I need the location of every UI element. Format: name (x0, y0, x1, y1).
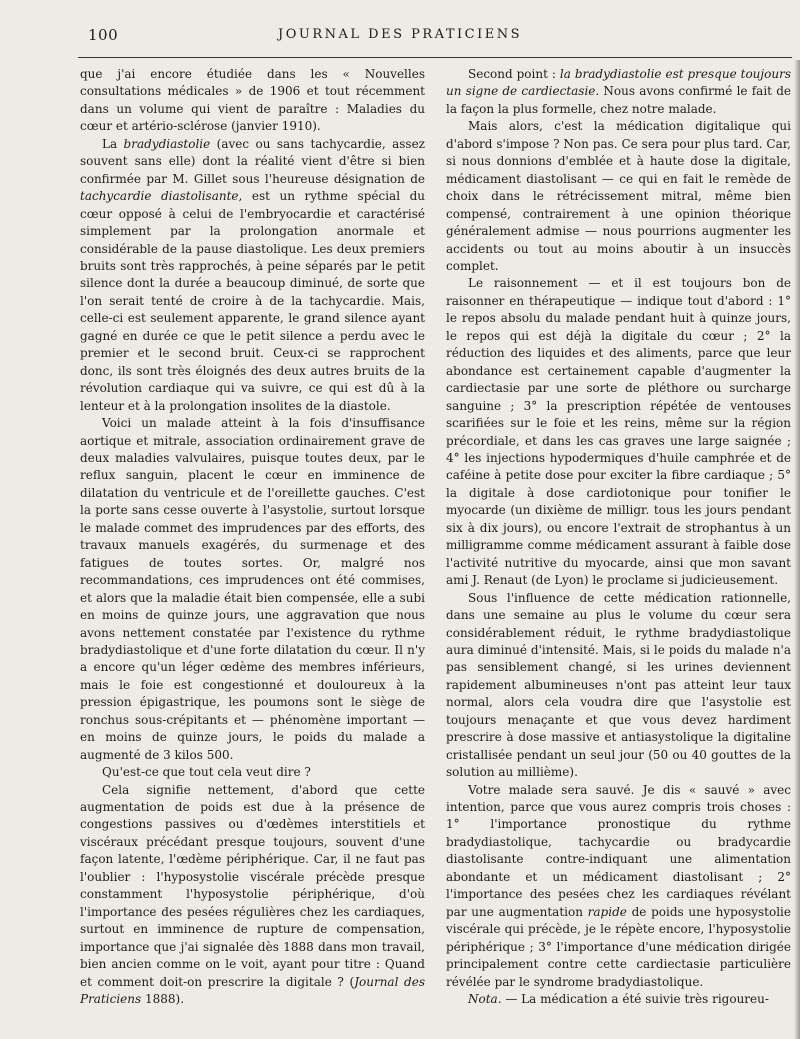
page-number: 100 (88, 26, 119, 44)
paragraph-text: Nous avons confirmé le fait de la façon la plus formelle, chez notre malade. (446, 84, 791, 116)
paragraph-text: Sous l'influence de cette médication rationnelle, dans une semaine au plus le volume du cœur sera considérablement réduit, le rythme bradydiastolique aura diminué d'intensité. Mais, si le poids du malade n'a pas sensiblement changé, si les urines deviennent rapidement albumineuses n'ont pas atteint leur taux normal, alors cela voudra dire que l'asystolie est toujours menaçante et que vous devez hardiment prescrire à dose massive et antiasystolique la digitaline cristallisée pendant un seul jour (50 ou 40 gouttes de la solution au millième). (446, 590, 791, 780)
paragraph (446, 275, 791, 589)
paragraph (80, 782, 425, 1009)
paragraph (80, 764, 425, 781)
paragraph-text: Qu'est-ce que tout cela veut dire ? (102, 765, 311, 780)
paragraph (446, 118, 791, 275)
paragraph (446, 991, 791, 1008)
paragraph-text: que j'ai encore étudiée dans les « Nouvelles consultations médicales » de 1906 et tout récemment dans un volume qui vient de paraître : Maladies du cœur et artério-sclérose (janvier 1910). (80, 67, 425, 134)
paragraph-text: — La médication a été suivie très rigoureu- (501, 992, 769, 1007)
right-column (446, 66, 791, 1008)
page-edge-shadow (794, 60, 800, 1039)
paragraph-text: Voici un malade atteint à la fois d'insuffisance aortique et mitrale, association ordinairement grave de deux maladies valvulaires, puisque toutes deux, par le reflux sanguin, placent le cœur en imminence de dilatation du ventricule et de l'oreillette gauches. C'est la porte sans cesse ouverte à l'asystolie, surtout lorsque le malade commet des imprudences par des efforts, des travaux manuels exagérés, du surmenage et des fatigues de toutes sortes. Or, malgré nos recommandations, ces imprudences ont été commises, et alors que la maladie était bien compensée, elle a subi en moins de quinze jours, une aggravation que nous avons nettement constatée par l'existence du rythme bradydiastolique et d'une forte dilatation du cœur. Il n'y a encore qu'un léger œdème des membres inférieurs, mais le foie est congestionné et douloureux à la pression épigastrique, les poumons sont le siège de ronchus sous-crépitants et — phénomène important — en moins de quinze jours, le poids du malade a augmenté de 3 kilos 500. (80, 416, 425, 762)
paragraph-text: Second point : (468, 67, 560, 81)
paragraph (446, 782, 791, 991)
header-rule (78, 57, 792, 58)
paragraph-text: Cela signifie nettement, d'abord que cette augmentation de poids est due à la présence de congestions passives ou d'œdèmes interstitiels et viscéraux précédant presque toujours, souvent d'une façon latente, l'œdème périphérique. Car, il ne faut pas l'oublier : l'hyposystolie viscérale précède presque constamment l'hyposystolie périphérique, d'où l'importance des pesées régulières chez les cardiaques, surtout en imminence de rupture de compensation, importance que j'ai signalée dès 1888 dans mon travail, bien ancien comme on le voit, ayant pour titre : Quand et comment doit-on prescrire la digitale ? ( (80, 782, 425, 989)
paragraph (446, 590, 791, 782)
paragraph-text: de poids une hyposystolie viscérale qui précède, je le répète encore, l'hyposystolie périphérique ; 3° l'importance d'une médication dirigée principalement contre cette cardiectasie particulière révélée par le syndrome bradydiastolique. (446, 904, 791, 989)
paragraph-text: Le raisonnement — et il est toujours bon de raisonner en thérapeutique — indique tout d'abord : 1° le repos absolu du malade pendant huit à quinze jours, le repos qui est déjà la digitale du cœur ; 2° la réduction des liquides et des aliments, parce que leur abondance est certainement capable d'augmenter la cardiectasie par une sorte de pléthore ou surcharge sanguine ; 3° la prescription répétée de ventouses scarifiées sur le foie et les reins, même sur la région précordiale, et dans les cas graves une large saignée ; 4° les injections hypodermiques d'huile camphrée et de caféine à petite dose pour exciter la fibre cardiaque ; 5° la digitale à dose cardiotonique pour tonifier le myocarde (un dixième de milligr. tous les jours pendant six à dix jours), ou encore l'extrait de strophantus à un milligramme comme médicament assurant à faible dose l'activité nutritive du myocarde, ainsi que mon savant ami J. Renaut (de Lyon) le proclame si judicieusement. (446, 276, 791, 588)
paragraph (80, 136, 425, 415)
term-bradydiastolie: bradydiastolie (123, 136, 211, 151)
page-header (0, 26, 800, 52)
paragraph (446, 66, 791, 118)
paragraph (80, 66, 425, 136)
paragraph-text: , est un rythme spécial du cœur opposé à celui de l'embryocardie et caractérisé simplement par la prolongation anormale et considérable de la pause diastolique. Les deux premiers bruits sont très rapprochés, à peine séparés par le petit silence dont la durée a beaucoup diminué, de sorte que l'on serait tenté de croire à de la tachycardie. Mais, celle-ci est seulement apparente, le grand silence ayant gagné en durée ce que le petit silence a perdu avec le premier et le second bruit. Ceux-ci se rapprochent donc, ils sont très éloignés des deux autres bruits de la révolution cardiaque qui va suivre, ce qui est dû à la lenteur et à la prolongation insolites de la diastole. (80, 189, 425, 413)
left-column (80, 66, 425, 1008)
paragraph-text: Mais alors, c'est la médication digitalique qui d'abord s'impose ? Non pas. Ce sera pour plus tard. Car, si nous donnions d'emblée et à haute dose la digitale, médicament diastolisant — ce qui en fait le remède de choix dans le rétrécissement mitral, même bien compensé, contrairement à une opinion théorique généralement admise — nous pourrions augmenter les accidents ou tout au moins aboutir à un insuccès complet. (446, 119, 791, 273)
paragraph-text: La (102, 136, 124, 151)
italic-statement: la bradydiastolie est presque toujours un signe de cardiectasie. (446, 67, 791, 99)
paragraph-text: Votre malade sera sauvé. Je dis « sauvé » avec intention, parce que vous aurez compris trois choses : 1° l'importance pronostique du rythme bradydiastolique, tachycardie ou bradycardie diastolisante contre-indiquant une alimentation abondante et un médicament diastolisant ; 2° l'importance des pesées chez les cardiaques révélant par une augmentation (446, 782, 791, 919)
paragraph (80, 415, 425, 764)
nota-label: Nota. (468, 992, 502, 1007)
italic-word: rapide (587, 904, 627, 919)
journal-reference: Journal des Praticiens (80, 974, 425, 1007)
paragraph-text: (avec ou sans tachycardie, assez souvent sans elle) dont la réalité vient d'être si bien confirmée par M. Gillet sous l'heureuse désignation de (80, 136, 425, 186)
running-title: JOURNAL DES PRATICIENS (278, 27, 522, 42)
paragraph-text: 1888). (141, 992, 185, 1007)
term-tachycardie-diastolisante: tachycardie diastolisante (80, 189, 239, 204)
